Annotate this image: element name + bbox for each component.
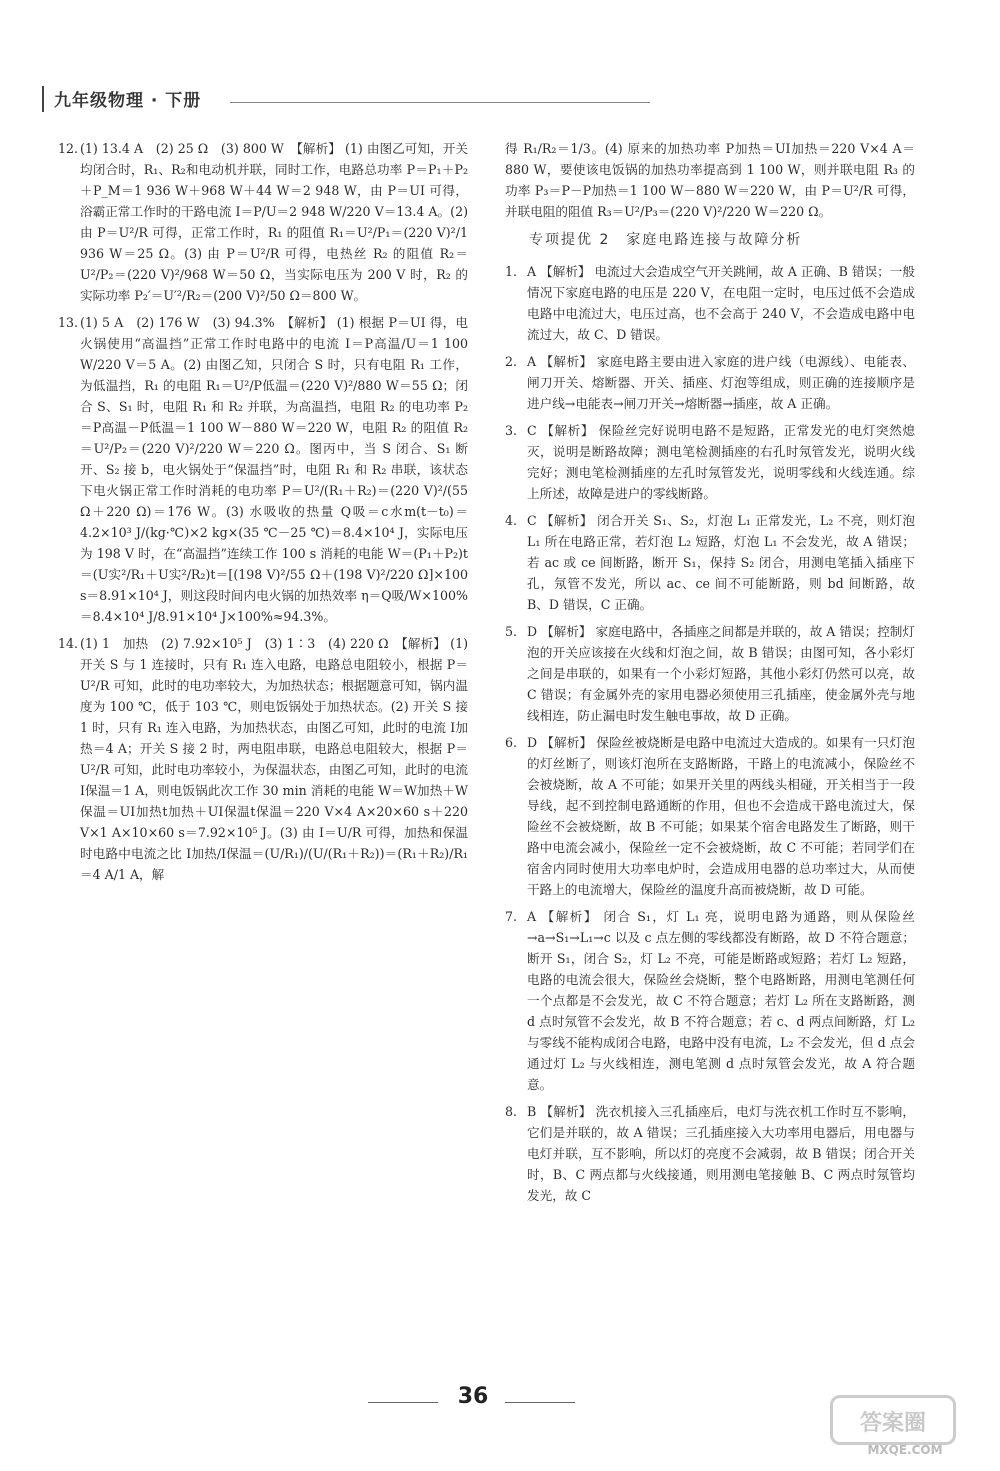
item-number: 12. [58, 141, 79, 156]
item-number: 8. [505, 1104, 518, 1119]
item-number: 13. [58, 315, 79, 330]
watermark-logo-icon [830, 1395, 956, 1445]
left-column [58, 138, 468, 891]
answer-item-3 [505, 420, 915, 504]
answer-item-8 [505, 1101, 915, 1206]
right-column [505, 138, 915, 1212]
item-text: C 【解析】 闭合开关 S₁、S₂，灯泡 L₁ 正常发光，L₂ 不亮，则灯泡 L₁ 所在电路正常，若灯泡 L₂ 短路，灯泡 L₁ 不会发光，故 A 错误；若 ac 或 ce 间断路，断开 S₁，保持 S₂ 闭合，用测电笔插入插座下孔，氖管不发光，所以 ac、ce 间不可能断路，则 bd 间断路，故 B、D 错误，C 正确。 [527, 513, 915, 612]
page-header [42, 80, 612, 116]
answer-item-12 [58, 138, 468, 306]
page-number: 36 [457, 1384, 489, 1409]
item-text: (1) 5 A (2) 176 W (3) 94.3% 【解析】 (1) 根据 P＝UI 得，电火锅使用“高温挡”正常工作时电路中的电流 I＝P高温/U＝1 100 W/220 V＝5 A。(2) 由图乙知，只闭合 S 时，只有电阻 R₁ 工作，为低温挡，R₁ 的电阻 R₁＝U²/P低温＝(220 V)²/880 W＝55 Ω；闭合 S、S₁ 时，电阻 R₁ 和 R₂ 并联，为高温挡，电阻 R₂ 的电功率 P₂＝P高温－P低温＝1 100 W－880 W＝220 W，电阻 R₂ 的阻值 R₂＝U²/P₂＝(220 V)²/220 W＝220 Ω。图丙中，当 S 闭合、S₁ 断开、S₂ 接 b，电火锅处于“保温挡”时，电阻 R₁ 和 R₂ 串联，该状态下电火锅正常工作时消耗的电功率 P＝U²/(R₁＋R₂)＝(220 V)²/(55 Ω＋220 Ω)＝176 W。(3) 水吸收的热量 Q吸＝c水m(t－t₀)＝4.2×10³ J/(kg·℃)×2 kg×(35 ℃－25 ℃)＝8.4×10⁴ J，实际电压为 198 V 时，在“高温挡”连续工作 100 s 消耗的电能 W＝(P₁＋P₂)t＝(U实²/R₁＋U实²/R₂)t＝[(198 V)²/55 Ω＋(198 V)²/220 Ω]×100 s＝8.91×10⁴ J，则这段时间内电火锅的加热效率 η＝Q吸/W×100%＝8.4×10⁴ J/8.91×10⁴ J×100%≈94.3%。 [80, 315, 468, 624]
footer-rule-right [505, 1402, 575, 1403]
continuation-text [505, 138, 915, 222]
item-text: B 【解析】 洗衣机接入三孔插座后，电灯与洗衣机工作时互不影响，它们是并联的，故 A 错误；三孔插座接入大功率用电器后，用电器与电灯并联，互不影响，所以灯的亮度不会减弱，故 B 错误；闭合开关时，B、C 两点都与火线接通，则用测电笔接触 B、C 两点时氖管均发光，故 C [527, 1104, 915, 1203]
answer-item-4 [505, 510, 915, 615]
item-number: 6. [505, 735, 518, 750]
answer-item-6 [505, 732, 915, 900]
answer-item-5 [505, 621, 915, 726]
item-text: D 【解析】 家庭电路中，各插座之间都是并联的，故 A 错误；控制灯泡的开关应该接在火线和灯泡之间，故 B 错误；由图可知，各小彩灯之间是串联的，如果有一个小彩灯短路，其他小彩灯仍然可以亮，故 C 错误；有金属外壳的家用电器必须使用三孔插座，使金属外壳与地线相连，防止漏电时发生触电事故，故 D 正确。 [527, 624, 915, 723]
answer-item-1 [505, 261, 915, 345]
item-number: 4. [505, 513, 518, 528]
item-number: 3. [505, 423, 518, 438]
header-accent-bar [42, 86, 44, 112]
book-title: 九年级物理 · 下册 [54, 91, 202, 111]
item-text: (1) 13.4 A (2) 25 Ω (3) 800 W 【解析】 (1) 由图乙可知，开关均闭合时，R₁、R₂和电动机并联，同时工作，电路总功率 P＝P₁＋P₂＋P_M＝1 936 W＋968 W＋44 W＝2 948 W，由 P＝UI 可得，浴霸正常工作时的干路电流 I＝P/U＝2 948 W/220 V＝13.4 A。(2) 由 P＝U²/R 可得，正常工作时，R₁ 的阻值 R₁＝U²/P₁＝(220 V)²/1 936 W＝25 Ω。(3) 由 P＝U²/R 可得，电热丝 R₂ 的阻值 R₂＝U²/P₂＝(220 V)²/968 W＝50 Ω，当实际电压为 200 V 时，R₂ 的实际功率 P₂′＝U′²/R₂＝(200 V)²/50 Ω＝800 W。 [80, 141, 468, 303]
section-title: 专项提优 2 家庭电路连接与故障分析 [529, 232, 803, 248]
item-text: 得 R₁/R₂＝1/3。(4) 原来的加热功率 P加热＝UI加热＝220 V×4 A＝880 W，要使该电饭锅的加热功率提高到 1 100 W，则并联电阻 R₃ 的功率 P₃＝P－P加热＝1 100 W－880 W＝220 W，由 P＝U²/R 可得，并联电阻的阻值 R₃＝U²/P₃＝(220 V)²/220 W＝220 Ω。 [505, 141, 915, 219]
watermark-url: MXQE.COM [867, 1443, 943, 1457]
footer-rule-left [368, 1402, 438, 1403]
watermark-logo [830, 1395, 980, 1457]
item-number: 14. [58, 636, 79, 651]
item-text: A 【解析】 电流过大会造成空气开关跳闸，故 A 正确、B 错误；一般情况下家庭电路的电压是 220 V，在电阻一定时，电压过低不会造成电路中电流过大，电压过高，也不会高于 240 V，不会造成电路中电流过大，故 C、D 错误。 [527, 264, 915, 342]
answer-item-2 [505, 351, 915, 414]
answer-item-13 [58, 312, 468, 627]
item-number: 5. [505, 624, 518, 639]
answer-item-7 [505, 906, 915, 1095]
answer-item-14 [58, 633, 468, 885]
item-text: D 【解析】 保险丝被烧断是电路中电流过大造成的。如果有一只灯泡的灯丝断了，则该灯泡所在支路断路，干路上的电流减小，保险丝不会被烧断，故 A 不可能；如果开关里的两线头相碰，开关相当于一段导线，起不到控制电路通断的作用，但也不会造成干路电流过大，保险丝不会被烧断，故 B 不可能；如果某个宿舍电路发生了断路，则干路中电流会减小，保险丝一定不会被烧断，故 C 不可能；若同学们在宿舍内同时使用大功率电炉时，会造成用电器的总功率过大，从而使干路上的电流增大，保险丝的温度升高而被烧断，故 D 可能。 [527, 735, 915, 897]
header-rule [230, 102, 650, 103]
item-text: C 【解析】 保险丝完好说明电路不是短路，正常发光的电灯突然熄灭，说明是断路故障；测电笔检测插座的右孔时氖管发光，说明火线完好；测电笔检测插座的左孔时氖管发光，说明零线和火线连通。综上所述，故障是进户的零线断路。 [527, 423, 915, 501]
watermark-logo-text: 答案圈 [859, 1411, 926, 1436]
item-text: A 【解析】 闭合 S₁，灯 L₁ 亮，说明电路为通路，则从保险丝→a→S₁→L₁→c 以及 c 点左侧的零线都没有断路，故 D 不符合题意；断开 S₁，闭合 S₂，灯 L₂ 不亮，可能是断路或短路；若灯 L₂ 短路，电路的电流会很大，保险丝会烧断，整个电路断路，用测电笔测任何一个点都是不会发光，故 C 不符合题意；若灯 L₂ 所在支路断路，测 d 点时氖管不会发光，故 B 不符合题意；若 c、d 两点间断路，灯 L₂ 与零线不能构成闭合电路，电路中没有电流，L₂ 不会发光，但 d 点会通过灯 L₂ 与火线相连，测电笔测 d 点时氖管会发光，故 A 符合题意。 [527, 909, 915, 1092]
item-text: (1) 1 加热 (2) 7.92×10⁵ J (3) 1∶3 (4) 220 Ω 【解析】 (1) 开关 S 与 1 连接时，只有 R₁ 连入电路，电路总电阻较小，根据 P＝U²/R 可知，此时的电功率较大，为加热状态；根据题意可知，锅内温度为 100 ℃，低于 103 ℃，则电饭锅处于加热状态。(2) 开关 S 接 1 时，只有 R₁ 连入电路，为加热状态，由图乙可知，此时的电流 I加热＝4 A；开关 S 接 2 时，两电阻串联，电路总电阻较大，根据 P＝U²/R 可知，此时电功率较小，为保温状态，由图乙可知，此时的电流 I保温＝1 A，则电饭锅此次工作 30 min 消耗的电能 W＝W加热＋W保温＝UI加热t加热＋UI保温t保温＝220 V×4 A×20×60 s＋220 V×1 A×10×60 s＝7.92×10⁵ J。(3) 由 I＝U/R 可得，加热和保温时电路中电流之比 I加热/I保温＝(U/R₁)/(U/(R₁＋R₂))＝(R₁＋R₂)/R₁＝4 A/1 A，解 [80, 636, 468, 882]
item-number: 1. [505, 264, 518, 279]
item-text: A 【解析】 家庭电路主要由进入家庭的进户线（电源线）、电能表、闸刀开关、熔断器、开关、插座、灯泡等组成，则正确的连接顺序是进户线→电能表→闸刀开关→熔断器→插座，故 A 正确。 [527, 354, 915, 411]
item-number: 2. [505, 354, 518, 369]
item-number: 7. [505, 909, 518, 924]
